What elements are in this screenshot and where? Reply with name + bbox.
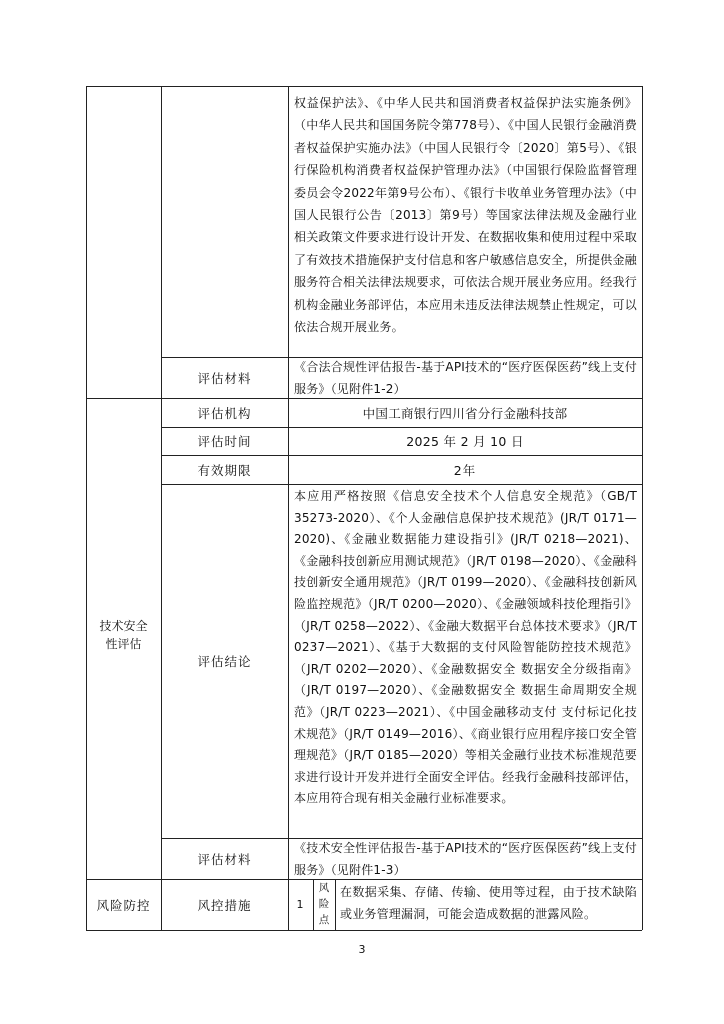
risk-item-cell bbox=[340, 881, 637, 926]
tech-section-label-line2: 性评估 bbox=[105, 637, 142, 651]
tech-conclusion-text: 本应用严格按照《信息安全技术个人信息安全规范》（GB/T 35273-2020）、《个人金融信息保护技术规范》(JR/T 0171—2020)、《金融业数据能力建设指引》(JR/T 0218—2021)、《金融科技创新应用测试规范》（JR/T 0198—2020）、《金融科技创新安全通用规范》（JR/T 0199—2020）、《金融科技创新风险监控规范》（JR/T 0200—2020）、《金融领域科技伦理指引》（JR/T 0258—2022）、《金融大数据平台总体技术要求》（JR/T 0237—2021）、《基于大数据的支付风险智能防控技术规范》（JR/T 0202—2020）、《金融数据安全 数据安全分级指南》（JR/T 0197—2020）、《金融数据安全 数据生命周期安全规范》（JR/T 0223—2021）、《中国金融移动支付 支付标记化技术规范》（JR/T 0149—2016）、《商业银行应用程序接口安全管理规范》（JR/T 0185—2020）等相关金融行业技术标准规范要求进行设计开发并进行全面安全评估。经我行金融科技部评估，本应用符合现有相关金融行业标准要求。 bbox=[294, 489, 637, 806]
risk-type-divider bbox=[335, 879, 336, 930]
tech-org-label: 评估机构 bbox=[197, 405, 252, 421]
tech-conclusion-cell bbox=[294, 486, 637, 810]
risk-item-type-char-1: 风 bbox=[318, 882, 330, 894]
legal-conclusion-text: 权益保护法》、《中华人民共和国消费者权益保护法实施条例》（中华人民共和国国务院令第778号）、《中国人民银行金融消费者权益保护实施办法》（中国人民银行令〔2020〕第5号）、《银行保险机构消费者权益保护管理办法》（中国银行保险监督管理委员会令2022年第9号公布）、《银行卡收单业务管理办法》（中国人民银行公告〔2013〕第9号）等国家法律法规及金融行业相关政策文件要求进行设计开发、在数据收集和使用过程中采取了有效技术措施保护支付信息和客户敏感信息安全，所提供金融服务符合相关法律法规要求，可依法合规开展业务应用。经我行机构金融业务部评估，本应用未违反法律法规禁止性规定，可以依法合规开展业务。 bbox=[294, 96, 637, 335]
risk-section-label: 风险防控 bbox=[96, 897, 151, 913]
risk-item-type-char-3: 点 bbox=[318, 914, 330, 926]
col-divider-2 bbox=[288, 86, 289, 930]
risk-item-type bbox=[313, 880, 335, 928]
tech-validity-label: 有效期限 bbox=[197, 462, 252, 478]
risk-item-type-char-2: 险 bbox=[318, 898, 330, 910]
tech-org-value: 中国工商银行四川省分行金融科技部 bbox=[362, 405, 568, 421]
legal-material-label: 评估材料 bbox=[197, 370, 252, 386]
table-top-border bbox=[86, 86, 642, 87]
tech-validity-value: 2年 bbox=[453, 462, 477, 478]
tech-section-label-line1: 技术安全 bbox=[99, 619, 148, 633]
risk-measures-label: 风控措施 bbox=[197, 897, 252, 913]
tech-time-label: 评估时间 bbox=[197, 434, 252, 449]
table-bottom-border bbox=[86, 930, 642, 931]
tech-material-label: 评估材料 bbox=[197, 851, 252, 867]
tech-conclusion-label: 评估结论 bbox=[197, 654, 252, 669]
risk-item-text: 在数据采集、存储、传输、使用等过程，由于技术缺陷或业务管理漏洞，可能会造成数据的泄露风险。 bbox=[340, 885, 637, 922]
risk-item-number: 1 bbox=[296, 898, 305, 911]
table-right-border bbox=[642, 86, 643, 930]
page-number: 3 bbox=[358, 943, 366, 956]
legal-material-cell bbox=[294, 356, 637, 401]
table-left-border bbox=[86, 86, 87, 930]
tech-section-label bbox=[86, 617, 161, 653]
legal-material-text: 《合法合规性评估报告-基于API技术的“医疗医保医药”线上支付服务》（见附件1-2） bbox=[294, 360, 637, 397]
tech-material-text: 《技术安全性评估报告-基于API技术的“医疗医保医药”线上支付服务》（见附件1-3） bbox=[294, 841, 637, 878]
legal-conclusion-cell bbox=[294, 92, 637, 338]
tech-time-value: 2025 年 2 月 10 日 bbox=[406, 434, 524, 449]
tech-material-cell bbox=[294, 837, 637, 882]
